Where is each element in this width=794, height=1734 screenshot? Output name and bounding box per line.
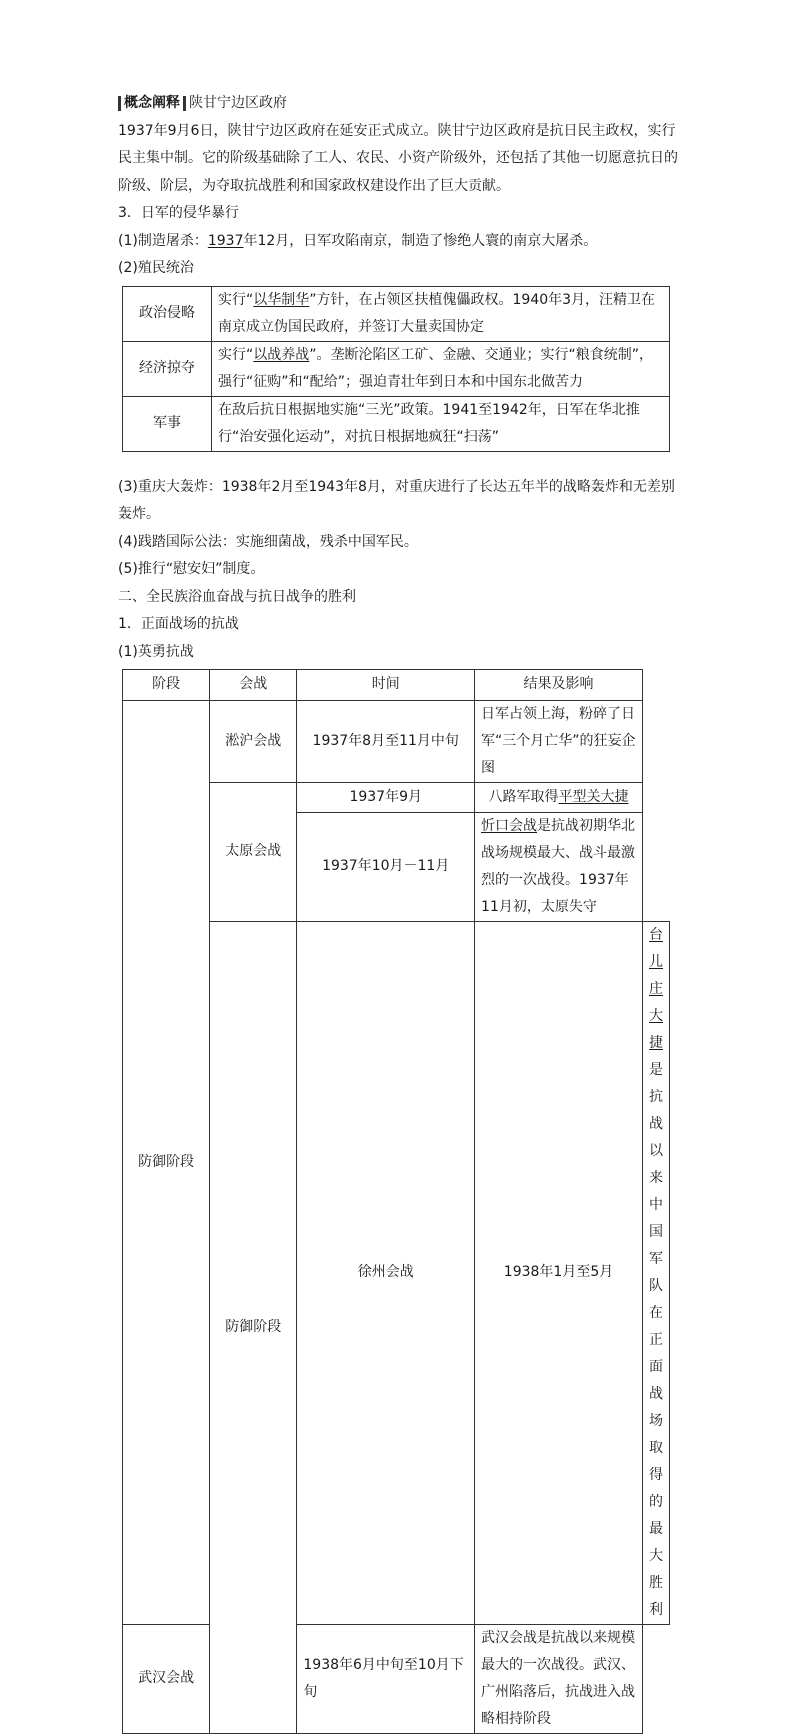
underlined-term: 平型关大捷 <box>558 788 629 805</box>
underlined-term: 以战养战 <box>253 346 310 363</box>
battle-result: 八路军取得平型关大捷 <box>475 782 643 812</box>
bar-icon <box>183 96 186 111</box>
row-label: 军事 <box>123 396 212 451</box>
column-header: 结果及影响 <box>475 670 643 701</box>
section-title: 二、全民族浴血奋战与抗日战争的胜利 <box>118 588 356 605</box>
table-row <box>123 1624 670 1733</box>
underlined-term: 忻口会战 <box>481 817 538 834</box>
battle-result: 忻口会战是抗战初期华北战场规模最大、战斗最激烈的一次战役。1937年11月初，太原失守 <box>475 812 643 921</box>
battle-result: 日军占领上海，粉碎了日军“三个月亡华”的狂妄企图 <box>475 700 643 782</box>
battle-table <box>122 669 670 1734</box>
item-bombing: (3)重庆大轰炸：1938年2月至1943年8月，对重庆进行了长达五年半的战略轰炸和无差别轰炸。 <box>118 478 675 522</box>
colonial-table <box>122 286 670 452</box>
row-text: 在敌后抗日根据地实施“三光”政策。1941至1942年，日军在华北推行“治安强化运动”，对抗日根据地疯狂“扫荡” <box>212 396 670 451</box>
concept-header <box>118 90 678 118</box>
column-header: 阶段 <box>123 670 210 701</box>
battle-result: 武汉会战是抗战以来规模最大的一次战役。武汉、广州陷落后，抗战进入战略相持阶段 <box>475 1624 643 1733</box>
battle-name: 徐州会战 <box>297 921 475 1624</box>
row-text: 实行“以华制华”方针，在占领区扶植傀儡政权。1940年3月，汪精卫在南京成立伪国民政府，并签订大量卖国协定 <box>212 286 670 341</box>
battle-time: 1938年6月中旬至10月下旬 <box>297 1624 475 1733</box>
subsection-heading: 1．正面战场的抗战 <box>118 616 239 632</box>
stage-cell: 防御阶段 <box>123 700 210 1624</box>
item-massacre <box>118 228 678 256</box>
item-prefix: (1)制造屠杀： <box>118 232 208 249</box>
table-row <box>123 286 670 341</box>
item-colonial: (2)殖民统治 <box>118 260 194 276</box>
concept-paragraph: 1937年9月6日，陕甘宁边区政府在延安正式成立。陕甘宁边区政府是抗日民主政权，实行民主集中制。它的阶级基础除了工人、农民、小资产阶级外，还包括了其他一切愿意抗日的阶级、阶层，为夺取抗战胜利和国家政权建设作出了巨大贡献。 <box>118 122 678 194</box>
column-header: 会战 <box>210 670 297 701</box>
underlined-term: 台儿庄大捷 <box>649 926 663 1051</box>
battle-name: 太原会战 <box>210 782 297 921</box>
row-label: 经济掠夺 <box>123 341 212 396</box>
concept-title: 陕甘宁边区政府 <box>189 95 287 111</box>
table-row <box>123 341 670 396</box>
battle-result: 台儿庄大捷是抗战以来中国军队在正面战场取得的最大胜利 <box>643 921 670 1624</box>
column-header: 时间 <box>297 670 475 701</box>
stage-cell: 防御阶段 <box>210 921 297 1733</box>
battle-name: 武汉会战 <box>123 1624 210 1733</box>
concept-tag: 概念阐释 <box>124 95 180 111</box>
item-law: (4)践踏国际公法：实施细菌战，残杀中国军民。 <box>118 533 418 550</box>
battle-time: 1937年10月－11月 <box>297 812 475 921</box>
battle-time: 1937年9月 <box>297 782 475 812</box>
table-row <box>123 700 670 782</box>
item-comfort: (5)推行“慰安妇”制度。 <box>118 561 265 577</box>
table-header-row <box>123 670 670 701</box>
battle-time: 1937年8月至11月中旬 <box>297 700 475 782</box>
row-text: 实行“以战养战”。垄断沦陷区工矿、金融、交通业；实行“粮食统制”，强行“征购”和“配给”；强迫青壮年到日本和中国东北做苦力 <box>212 341 670 396</box>
section-heading: 3．日军的侵华暴行 <box>118 205 239 221</box>
underlined-year: 1937 <box>207 232 244 249</box>
document-page <box>118 90 678 1734</box>
battle-name: 淞沪会战 <box>210 700 297 782</box>
bar-icon <box>118 96 121 111</box>
item-rest: 年12月，日军攻陷南京，制造了惨绝人寰的南京大屠杀。 <box>243 232 598 249</box>
sub-heading: (1)英勇抗战 <box>118 643 194 660</box>
underlined-term: 以华制华 <box>253 291 310 308</box>
table-row <box>123 396 670 451</box>
row-label: 政治侵略 <box>123 286 212 341</box>
battle-time: 1938年1月至5月 <box>475 921 643 1624</box>
